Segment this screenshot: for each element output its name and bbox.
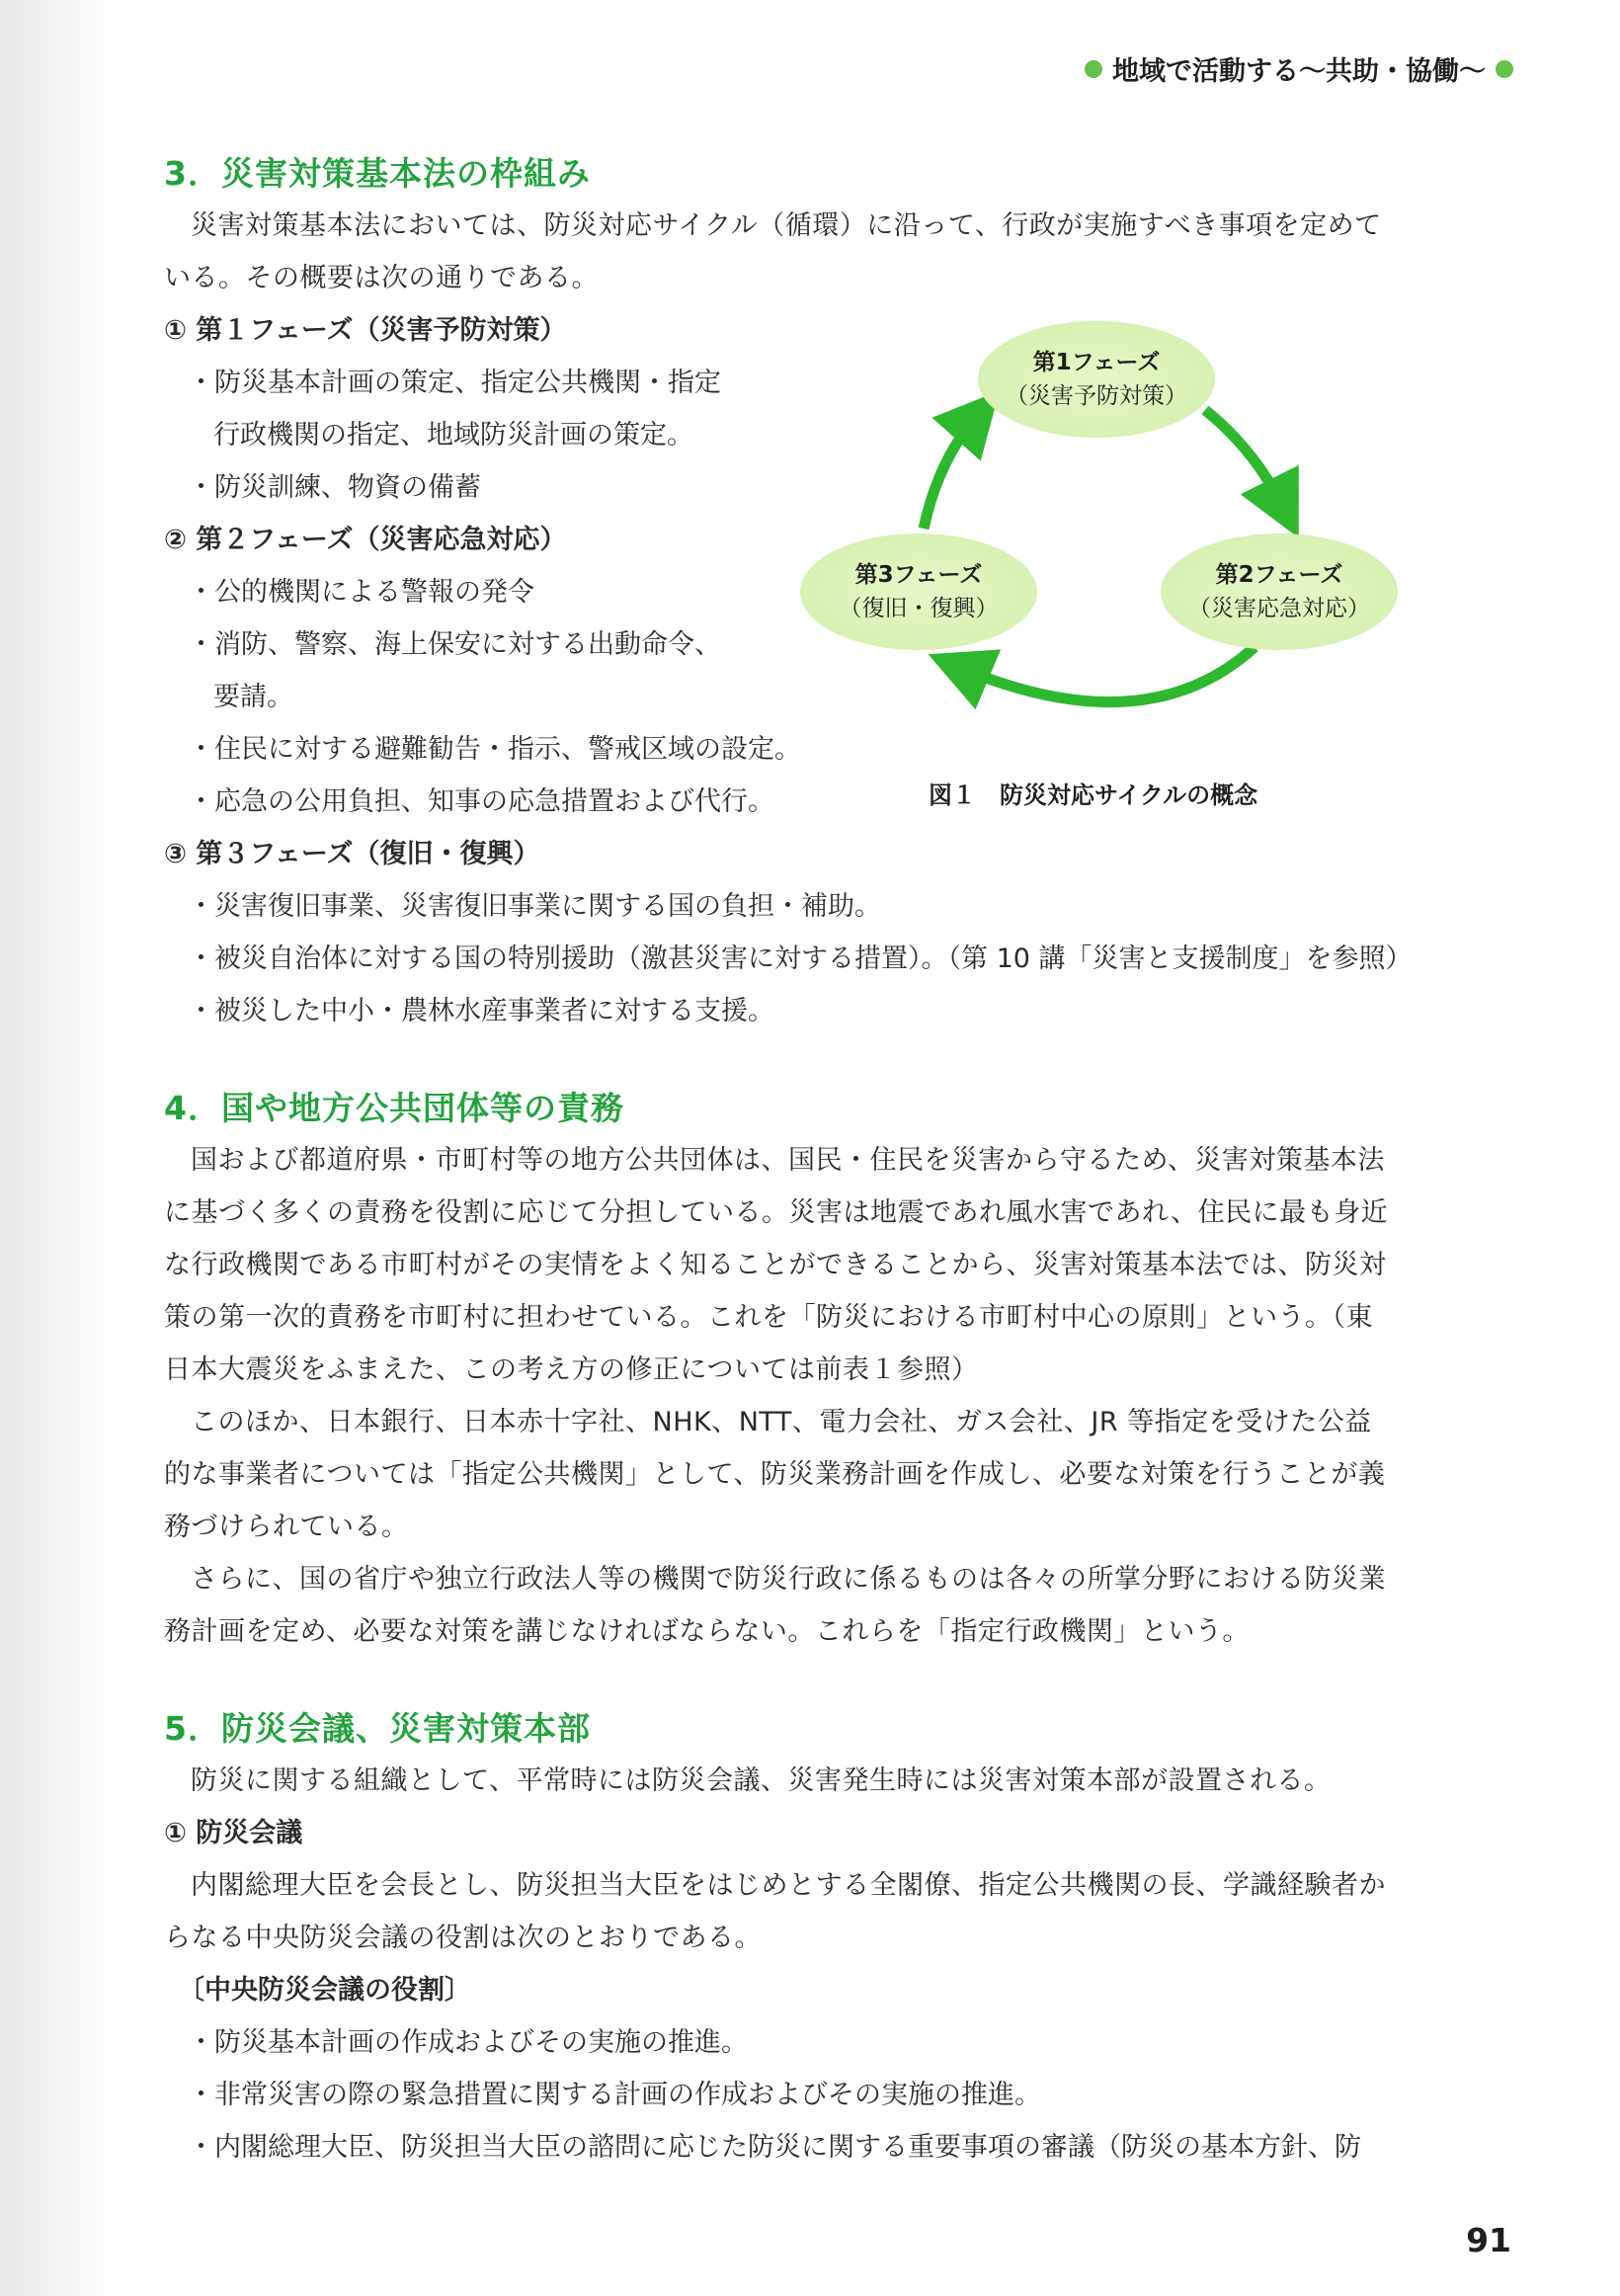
paragraph: 国および都道府県・市町村等の地方公共団体は、国民・住民を災害から守るため、災害対策基本法 <box>191 1145 1385 1176</box>
phase-2-node <box>1161 533 1398 650</box>
list-item: ・被災した中小・農林水産事業者に対する支援。 <box>188 996 774 1026</box>
paragraph: 務計画を定め、必要な対策を講じなければならない。これらを「指定行政機関」という。 <box>164 1616 1250 1647</box>
phase-3-node-title: 第3フェーズ <box>854 562 983 588</box>
paragraph: 防災に関する組織として、平常時には防災会議、災害発生時には災害対策本部が設置される。 <box>191 1765 1332 1796</box>
phase-3-node-sub: （復旧・復興） <box>839 596 999 621</box>
list-item: ・非常災害の際の緊急措置に関する計画の作成およびその実施の推進。 <box>188 2080 1041 2110</box>
list-item: ・住民に対する避難勧告・指示、警戒区域の設定。 <box>188 734 801 765</box>
arrow-3-to-1 <box>924 415 978 529</box>
paragraph: 内閣総理大臣を会長とし、防災担当大臣をはじめとする全閣僚、指定公共機関の長、学識経験者か <box>191 1870 1386 1901</box>
paragraph: 災害対策基本法においては、防災対応サイクル（循環）に沿って、行政が実施すべき事項を定めて <box>191 210 1382 241</box>
list-item: ・災害復旧事業、災害復旧事業に関する国の負担・補助。 <box>188 891 881 922</box>
phase-2-node-sub: （災害応急対応） <box>1188 596 1370 621</box>
section-3-heading: 3．災害対策基本法の枠組み <box>164 154 591 193</box>
list-item: ・防災訓練、物資の備蓄 <box>188 472 481 503</box>
list-item: ・防災基本計画の策定、指定公共機関・指定 <box>188 368 721 398</box>
list-item: ・防災基本計画の作成およびその実施の推進。 <box>188 2027 748 2058</box>
phase-2-node-title: 第2フェーズ <box>1215 562 1343 588</box>
phase-1-title: ① 第１フェーズ（災害予防対策） <box>164 315 567 346</box>
paragraph: 的な事業者については「指定公共機関」として、防災業務計画を作成し、必要な対策を行うことが義 <box>164 1459 1386 1490</box>
paragraph: 日本大震災をふまえた、この考え方の修正については前表１参照） <box>164 1354 979 1385</box>
paragraph: 務づけられている。 <box>164 1512 409 1542</box>
phase-2-title: ② 第２フェーズ（災害応急対応） <box>164 525 567 555</box>
figure-caption: 図１ 防災対応サイクルの概念 <box>929 781 1258 809</box>
paragraph: らなる中央防災会議の役割は次のとおりである。 <box>164 1923 762 1953</box>
page-number: 91 <box>1466 2221 1511 2259</box>
section-4-heading: 4．国や地方公共団体等の責務 <box>164 1089 624 1127</box>
paragraph: さらに、国の省庁や独立行政法人等の機関で防災行政に係るものは各々の所掌分野における防災業 <box>191 1564 1386 1595</box>
phase-1-node-sub: （災害予防対策） <box>1006 383 1187 409</box>
paragraph: 策の第一次的責務を市町村に担わせている。これを「防災における市町村中心の原則」という。（東 <box>164 1302 1373 1333</box>
phase-1-node <box>978 321 1215 438</box>
list-item: ・消防、警察、海上保安に対する出動命令、 <box>188 629 721 660</box>
paragraph: いる。その概要は次の通りである。 <box>164 263 599 293</box>
paragraph: に基づく多くの責務を役割に応じて分担している。災害は地震であれ風水害であれ、住民に最も身近 <box>164 1197 1389 1228</box>
paragraph: このほか、日本銀行、日本赤十字社、NHK、NTT、電力会社、ガス会社、JR 等指定を受けた公益 <box>191 1407 1372 1437</box>
page-edge-shadow <box>0 0 119 2296</box>
list-item: ・被災自治体に対する国の特別援助（激甚災害に対する措置）。（第 10 講「災害と支援制度」を参照） <box>188 943 1413 974</box>
list-item: ・内閣総理大臣、防災担当大臣の諮問に応じた防災に関する重要事項の審議（防災の基本方針、防 <box>188 2132 1361 2163</box>
subsection-title: ① 防災会議 <box>164 1818 303 1848</box>
roles-title: 〔中央防災会議の役割〕 <box>178 1975 471 2006</box>
phase-1-node-title: 第1フェーズ <box>1032 350 1161 375</box>
list-item-continued: 要請。 <box>213 682 293 712</box>
phase-list <box>164 304 796 723</box>
list-item: ・応急の公用負担、知事の応急措置および代行。 <box>188 786 774 817</box>
running-head-text: 地域で活動する〜共助・協働〜 <box>1112 56 1486 87</box>
arrow-2-to-3 <box>958 647 1255 702</box>
cycle-diagram <box>790 311 1403 825</box>
green-dot-icon <box>1496 60 1513 78</box>
list-item: ・公的機関による警報の発令 <box>188 577 534 608</box>
phase-3-title: ③ 第３フェーズ（復旧・復興） <box>164 839 540 869</box>
list-item-continued: 行政機関の指定、地域防災計画の策定。 <box>213 420 693 451</box>
arrow-1-to-2 <box>1205 410 1284 509</box>
paragraph: な行政機関である市町村がその実情をよく知ることができることから、災害対策基本法では、防災対 <box>164 1250 1387 1280</box>
section-5-heading: 5．防災会議、災害対策本部 <box>164 1709 591 1748</box>
phase-3-node <box>800 533 1037 650</box>
green-dot-icon <box>1085 60 1102 78</box>
running-head <box>1085 49 1513 88</box>
